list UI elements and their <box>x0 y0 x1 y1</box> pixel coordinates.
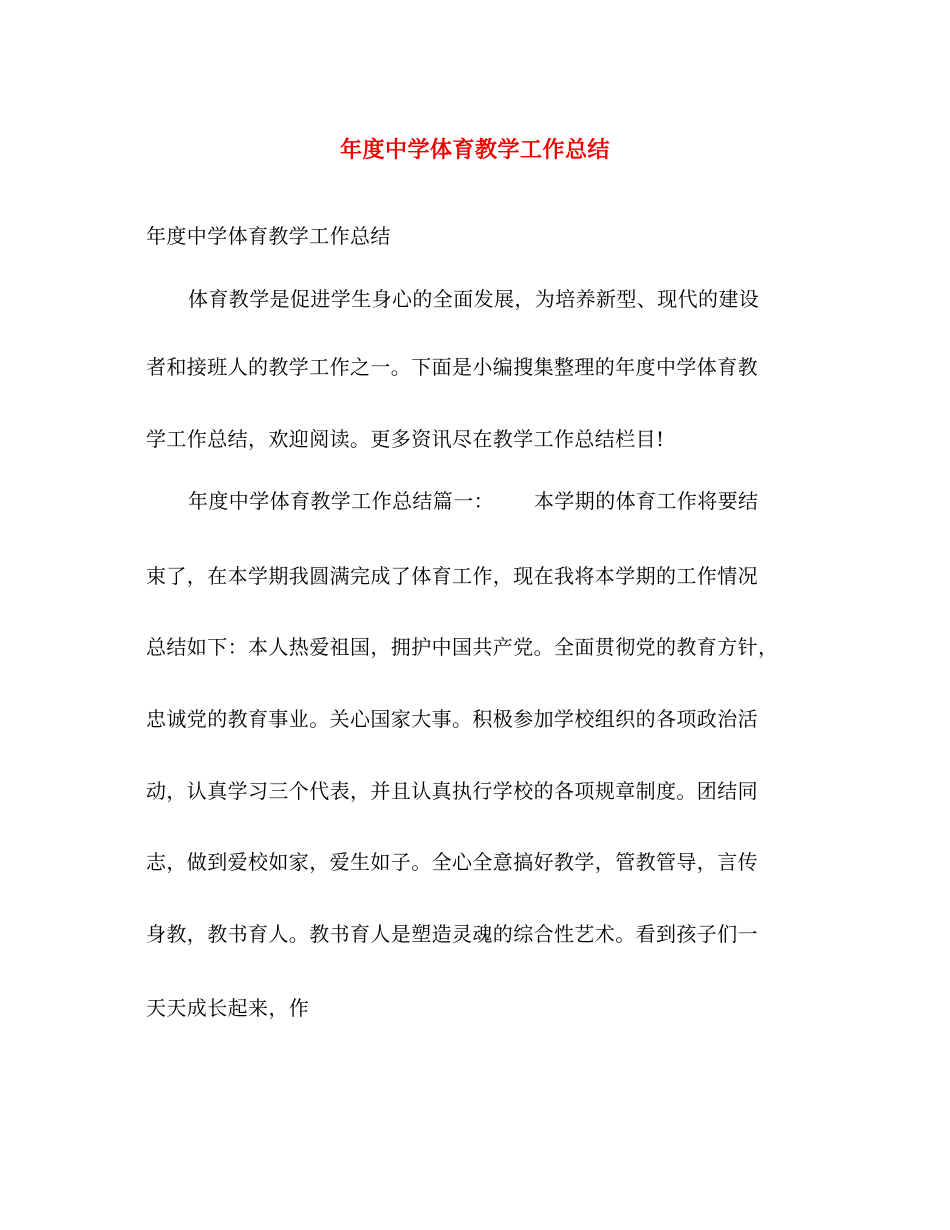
paragraph-line: 身教，教书育人。教书育人是塑造灵魂的综合性艺术。看到孩子们一 <box>146 922 758 946</box>
paragraph-line: 体育教学是促进学生身心的全面发展，为培养新型、现代的建设 <box>188 287 760 311</box>
paragraph-line: 忠诚党的教育事业。关心国家大事。积极参加学校组织的各项政治活 <box>146 707 758 731</box>
document-title: 年度中学体育教学工作总结 <box>339 137 610 163</box>
paragraph-line: 束了，在本学期我圆满完成了体育工作，现在我将本学期的工作情况 <box>146 564 758 588</box>
paragraph-line: 学工作总结，欢迎阅读。更多资讯尽在教学工作总结栏目! <box>146 427 665 451</box>
section-heading: 年度中学体育教学工作总结篇一： <box>188 489 494 513</box>
paragraph-line: 者和接班人的教学工作之一。下面是小编搜集整理的年度中学体育教 <box>146 355 758 379</box>
paragraph-line: 总结如下：本人热爱祖国，拥护中国共产党。全面贯彻党的教育方针， <box>146 635 779 659</box>
paragraph-line: 天天成长起来，作 <box>146 996 310 1020</box>
paragraph-line: 动，认真学习三个代表，并且认真执行学校的各项规章制度。团结同 <box>146 779 758 803</box>
document-subtitle: 年度中学体育教学工作总结 <box>146 224 391 248</box>
paragraph-line <box>188 486 858 516</box>
paragraph-line: 志，做到爱校如家，爱生如子。全心全意搞好教学，管教管导，言传 <box>146 850 758 874</box>
paragraph-text: 本学期的体育工作将要结 <box>534 489 759 513</box>
